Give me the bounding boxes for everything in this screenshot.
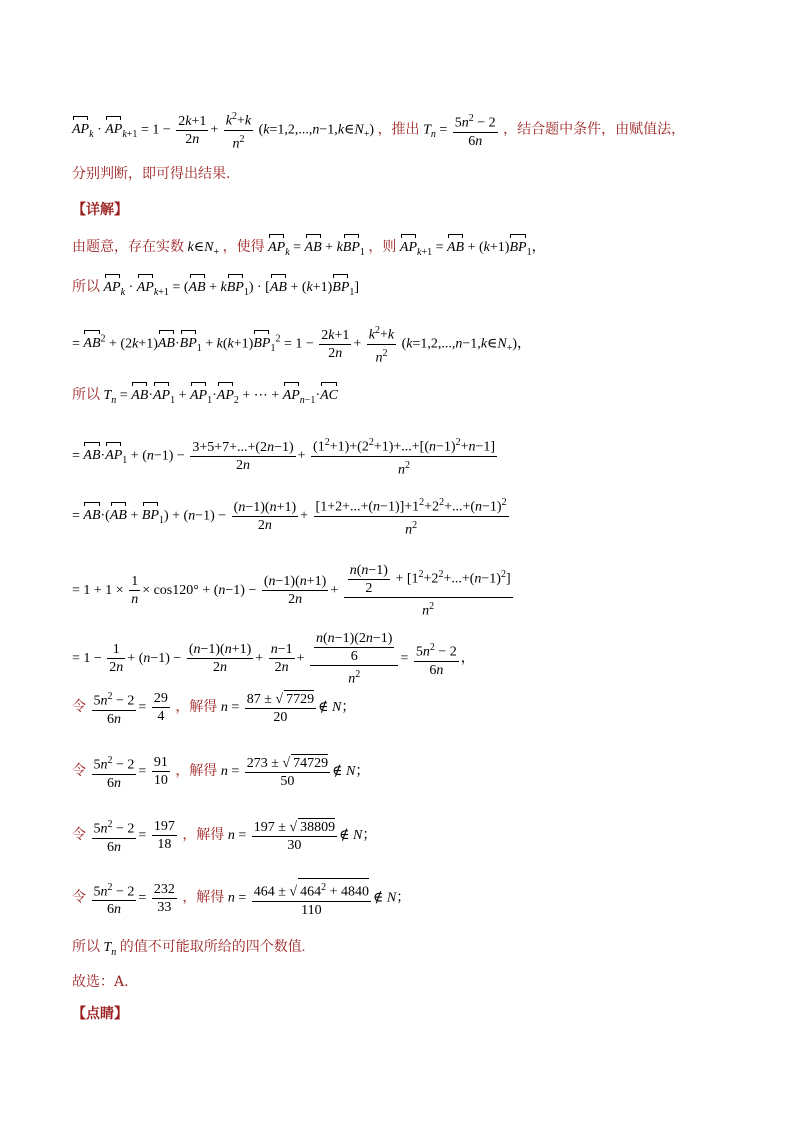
sum-expansion-line-1: = $AB\cdot AP_1 + (n-1)$ − $\frac{3+5+7+...+(2n-1)}{2n}$ + $\frac{(1^2+1)+(2^2+1)+...+[(n-1)^2+n-1]}{n^2}$: [72, 434, 499, 478]
expansion-line: = $AB^2 + (2k+1)AB\cdot BP_1 + k(k+1)BP_1^2 = 1$ − $\frac{2k+1}{2n}$ + $\frac{k^2+k}{n^2}$ $(k=1,2,...,n-1,k\in N_+)$，: [72, 322, 531, 366]
solve-text-4: ，解得: [182, 890, 225, 906]
method-text: ，结合题中条件，由赋值法，: [503, 122, 686, 138]
sum-expansion-line-3: = 1 + 1 × $\frac{1}{n}$ × cos120° + (n−1) − $\frac{(n-1)(n+1)}{2n}$ + $\frac{n(n-1)}{2}$ + $[1^2+2^2+...+(n-1)^2]$ $n^2$: [72, 563, 511, 619]
derive-text: ，推出: [377, 122, 420, 138]
premise-text: 由题意，存在实数: [72, 240, 184, 255]
case-line-3: 令 $\frac{5n^2 - 2}{6n}$ = $\frac{197}{18}$ ，解得 n = $\frac{197 \pm √ 38809}{30}$ ∉ N；: [72, 816, 376, 856]
case-line-4: 令 $\frac{5n^2 - 2}{6n}$ = $\frac{232}{33}$ ，解得 n = $\frac{464 \pm √ 464^2 + 4840}{110}$ ∉ N；: [72, 878, 410, 919]
sum-definition-line: 所以 $T_n = AB\cdot AP_1 + AP_1\cdot AP_2$ + ⋯ + $AP_{n-1}\cdot AC$: [72, 380, 338, 411]
answer-line: 故选：A.: [72, 974, 129, 990]
detail-heading: 【详解】: [72, 202, 128, 218]
intro-equation-line: $AP_k \cdot AP_{k+1} = 1$ − $\frac{2k+1}{2n}$ + $\frac{k^2+k}{n^2}$ $(k=1,2,...,n-1,k\in N_+)$ ，推出 $T_n$ = $\frac{5n^2 - 2}{6n}$ ，结合题中条件，由赋值法，: [72, 108, 685, 152]
remark-heading: 【点睛】: [72, 1006, 128, 1022]
conclusion-text: 的值不可能取所给的四个数值.: [119, 940, 306, 955]
sum-expansion-line-2: = $AB\cdot(AB + BP_1) + (n-1)$ − $\frac{(n-1)(n+1)}{2n}$ + $\frac{[1+2+...+(n-1)]+1^2+2^2+...+(n-1)^2}{n^2}$: [72, 494, 511, 538]
judge-line: 分别判断，即可得出结果.: [72, 166, 231, 182]
solve-text-2: ，解得: [175, 764, 218, 780]
case-line-1: 令 $\frac{5n^2 - 2}{6n}$ = $\frac{29}{4}$ ，解得 n = $\frac{87 \pm √ 7729}{20}$ ∉ N；: [72, 688, 355, 728]
sum-result-line: = 1 − $\frac{1}{2n}$ + (n−1) − $\frac{(n-1)(n+1)}{2n}$ + $\frac{n-1}{2n}$ + $\frac{\frac{n(n-1)(2n-1)}{6}}{n^2}$ = $\frac{5n^2 - 2}{6n}$ ，: [72, 631, 475, 687]
so-text-1: 所以: [72, 280, 100, 295]
let-text-4: 令: [72, 890, 86, 906]
let-text-3: 令: [72, 828, 86, 844]
solve-text-3: ，解得: [182, 828, 225, 844]
let-text-2: 令: [72, 764, 86, 780]
let-text-1: 令: [72, 700, 86, 716]
such-that-text: ，使得: [222, 240, 265, 255]
so-text-3: 所以: [72, 940, 100, 955]
conclusion-line: 所以 $T_n$ 的值不可能取所给的四个数值.: [72, 940, 306, 958]
solve-text-1: ，解得: [175, 700, 218, 716]
case-line-2: 令 $\frac{5n^2 - 2}{6n}$ = $\frac{91}{10}$ ，解得 n = $\frac{273 \pm √ 74729}{50}$ ∉ N；: [72, 752, 369, 792]
dot-product-line: 所以 $AP_k \cdot AP_{k+1} = (AB + kBP_1) \cdot [AB + (k+1)BP_1]$: [72, 272, 359, 303]
so-text-2: 所以: [72, 388, 100, 403]
then-text: ，则: [368, 240, 397, 255]
premise-line: 由题意，存在实数 $k\in N_+$ ，使得 $AP_k$ = AB + kBP$_1$ ，则 $AP_{k+1}$ = AB + $(k+1)BP_1$，: [72, 232, 546, 263]
